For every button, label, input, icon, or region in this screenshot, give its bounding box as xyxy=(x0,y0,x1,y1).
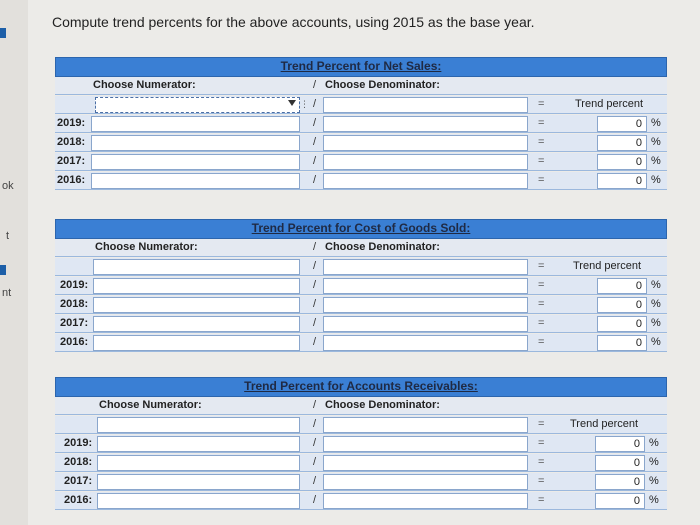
equals-sign: = xyxy=(538,298,545,310)
denominator-input[interactable] xyxy=(323,97,528,113)
numerator-input[interactable] xyxy=(93,278,300,294)
numerator-dropdown[interactable] xyxy=(95,97,300,113)
percent-sign: % xyxy=(649,494,659,506)
section-title: Trend Percent for Net Sales: xyxy=(280,59,442,73)
year-row xyxy=(55,277,667,295)
denominator-input[interactable] xyxy=(323,116,528,132)
denominator-label: Choose Denominator: xyxy=(325,399,440,411)
trend-result: 0 xyxy=(597,173,647,189)
equals-sign: = xyxy=(538,117,545,129)
equals-sign: = xyxy=(538,456,545,468)
denominator-label: Choose Denominator: xyxy=(325,79,440,91)
numerator-input[interactable] xyxy=(91,116,300,132)
year-row xyxy=(55,153,667,171)
year-row xyxy=(55,134,667,152)
year-label: 2016: xyxy=(60,336,89,348)
left-marker xyxy=(0,265,6,275)
year-label: 2019: xyxy=(60,279,89,291)
divide-sign: / xyxy=(313,98,317,110)
year-label: 2016: xyxy=(57,174,86,186)
divide-sign: / xyxy=(313,399,317,411)
numerator-input[interactable] xyxy=(97,493,300,509)
year-label: 2018: xyxy=(60,298,89,310)
percent-sign: % xyxy=(651,336,661,348)
equals-sign: = xyxy=(538,475,545,487)
numerator-input[interactable] xyxy=(93,297,300,313)
section-title: Trend Percent for Accounts Receivables: xyxy=(244,379,478,393)
equals-sign: = xyxy=(538,418,545,430)
equals-sign: = xyxy=(538,98,545,110)
percent-sign: % xyxy=(649,456,659,468)
numerator-input[interactable] xyxy=(97,474,300,490)
grip-icon: ⋮ xyxy=(300,99,309,109)
equals-sign: = xyxy=(538,155,545,167)
trend-result: 0 xyxy=(595,436,645,452)
trend-result: 0 xyxy=(597,316,647,332)
numerator-input[interactable] xyxy=(93,335,300,351)
section-title: Trend Percent for Cost of Goods Sold: xyxy=(251,221,471,235)
denominator-input[interactable] xyxy=(323,297,528,313)
year-row xyxy=(55,315,667,333)
numerator-input[interactable] xyxy=(91,154,300,170)
percent-sign: % xyxy=(651,279,661,291)
equals-sign: = xyxy=(538,494,545,506)
divide-sign: / xyxy=(313,260,317,272)
numerator-input[interactable] xyxy=(91,135,300,151)
divide-sign: / xyxy=(313,117,317,129)
denominator-input[interactable] xyxy=(323,436,528,452)
selector-row xyxy=(55,96,667,114)
numerator-input[interactable] xyxy=(93,316,300,332)
denominator-input[interactable] xyxy=(323,173,528,189)
numerator-input[interactable] xyxy=(91,173,300,189)
percent-sign: % xyxy=(651,174,661,186)
divide-sign: / xyxy=(313,155,317,167)
equals-sign: = xyxy=(538,260,545,272)
trend-percent-label: Trend percent xyxy=(570,418,639,430)
divide-sign: / xyxy=(313,174,317,186)
trend-result: 0 xyxy=(597,135,647,151)
numerator-label: Choose Numerator: xyxy=(99,399,202,411)
denominator-input[interactable] xyxy=(323,316,528,332)
divide-sign: / xyxy=(313,456,317,468)
denominator-label: Choose Denominator: xyxy=(325,241,440,253)
trend-percent-label: Trend percent xyxy=(573,260,642,272)
divide-sign: / xyxy=(313,336,317,348)
trend-result: 0 xyxy=(597,278,647,294)
divide-sign: / xyxy=(313,241,317,253)
numerator-input[interactable] xyxy=(97,436,300,452)
year-label: 2017: xyxy=(60,317,89,329)
percent-sign: % xyxy=(651,298,661,310)
year-label: 2018: xyxy=(64,456,93,468)
percent-sign: % xyxy=(651,136,661,148)
denominator-input[interactable] xyxy=(323,135,528,151)
divide-sign: / xyxy=(313,136,317,148)
divide-sign: / xyxy=(313,418,317,430)
year-row xyxy=(55,172,667,190)
denominator-input[interactable] xyxy=(323,154,528,170)
percent-sign: % xyxy=(651,317,661,329)
divide-sign: / xyxy=(313,79,317,91)
header-row xyxy=(55,397,667,415)
trend-result: 0 xyxy=(595,455,645,471)
numerator-input[interactable] xyxy=(97,455,300,471)
equals-sign: = xyxy=(538,279,545,291)
numerator-input[interactable] xyxy=(93,259,300,275)
denominator-input[interactable] xyxy=(323,455,528,471)
percent-sign: % xyxy=(649,475,659,487)
equals-sign: = xyxy=(538,336,545,348)
year-label: 2019: xyxy=(57,117,86,129)
instruction-text: Compute trend percents for the above accounts, using 2015 as the base year. xyxy=(52,14,535,30)
left-fragment: nt xyxy=(2,287,12,299)
divide-sign: / xyxy=(313,279,317,291)
numerator-input[interactable] xyxy=(97,417,300,433)
year-row xyxy=(55,435,667,453)
left-marker xyxy=(0,28,6,38)
denominator-input[interactable] xyxy=(323,259,528,275)
year-row xyxy=(55,334,667,352)
year-label: 2017: xyxy=(57,155,86,167)
equals-sign: = xyxy=(538,174,545,186)
divide-sign: / xyxy=(313,475,317,487)
year-row xyxy=(55,115,667,133)
left-strip xyxy=(0,0,28,525)
percent-sign: % xyxy=(651,117,661,129)
year-row xyxy=(55,492,667,510)
trend-result: 0 xyxy=(597,335,647,351)
percent-sign: % xyxy=(649,437,659,449)
left-fragment: t xyxy=(6,230,10,242)
equals-sign: = xyxy=(538,437,545,449)
year-label: 2017: xyxy=(64,475,93,487)
trend-result: 0 xyxy=(595,474,645,490)
divide-sign: / xyxy=(313,494,317,506)
year-label: 2019: xyxy=(64,437,93,449)
numerator-label: Choose Numerator: xyxy=(95,241,198,253)
trend-result: 0 xyxy=(597,116,647,132)
chevron-down-icon[interactable] xyxy=(288,100,296,106)
trend-percent-label: Trend percent xyxy=(575,98,644,110)
equals-sign: = xyxy=(538,136,545,148)
left-fragment: ok xyxy=(2,180,14,192)
trend-result: 0 xyxy=(597,297,647,313)
year-label: 2018: xyxy=(57,136,86,148)
denominator-input[interactable] xyxy=(323,417,528,433)
divide-sign: / xyxy=(313,437,317,449)
year-row xyxy=(55,296,667,314)
selector-row xyxy=(55,416,667,434)
divide-sign: / xyxy=(313,298,317,310)
year-label: 2016: xyxy=(64,494,93,506)
equals-sign: = xyxy=(538,317,545,329)
denominator-input[interactable] xyxy=(323,474,528,490)
year-row xyxy=(55,473,667,491)
divide-sign: / xyxy=(313,317,317,329)
denominator-input[interactable] xyxy=(323,278,528,294)
numerator-label: Choose Numerator: xyxy=(93,79,196,91)
selector-row xyxy=(55,258,667,276)
denominator-input[interactable] xyxy=(323,335,528,351)
trend-result: 0 xyxy=(595,493,645,509)
year-row xyxy=(55,454,667,472)
percent-sign: % xyxy=(651,155,661,167)
denominator-input[interactable] xyxy=(323,493,528,509)
trend-result: 0 xyxy=(597,154,647,170)
header-row xyxy=(55,239,667,257)
header-row xyxy=(55,77,667,95)
